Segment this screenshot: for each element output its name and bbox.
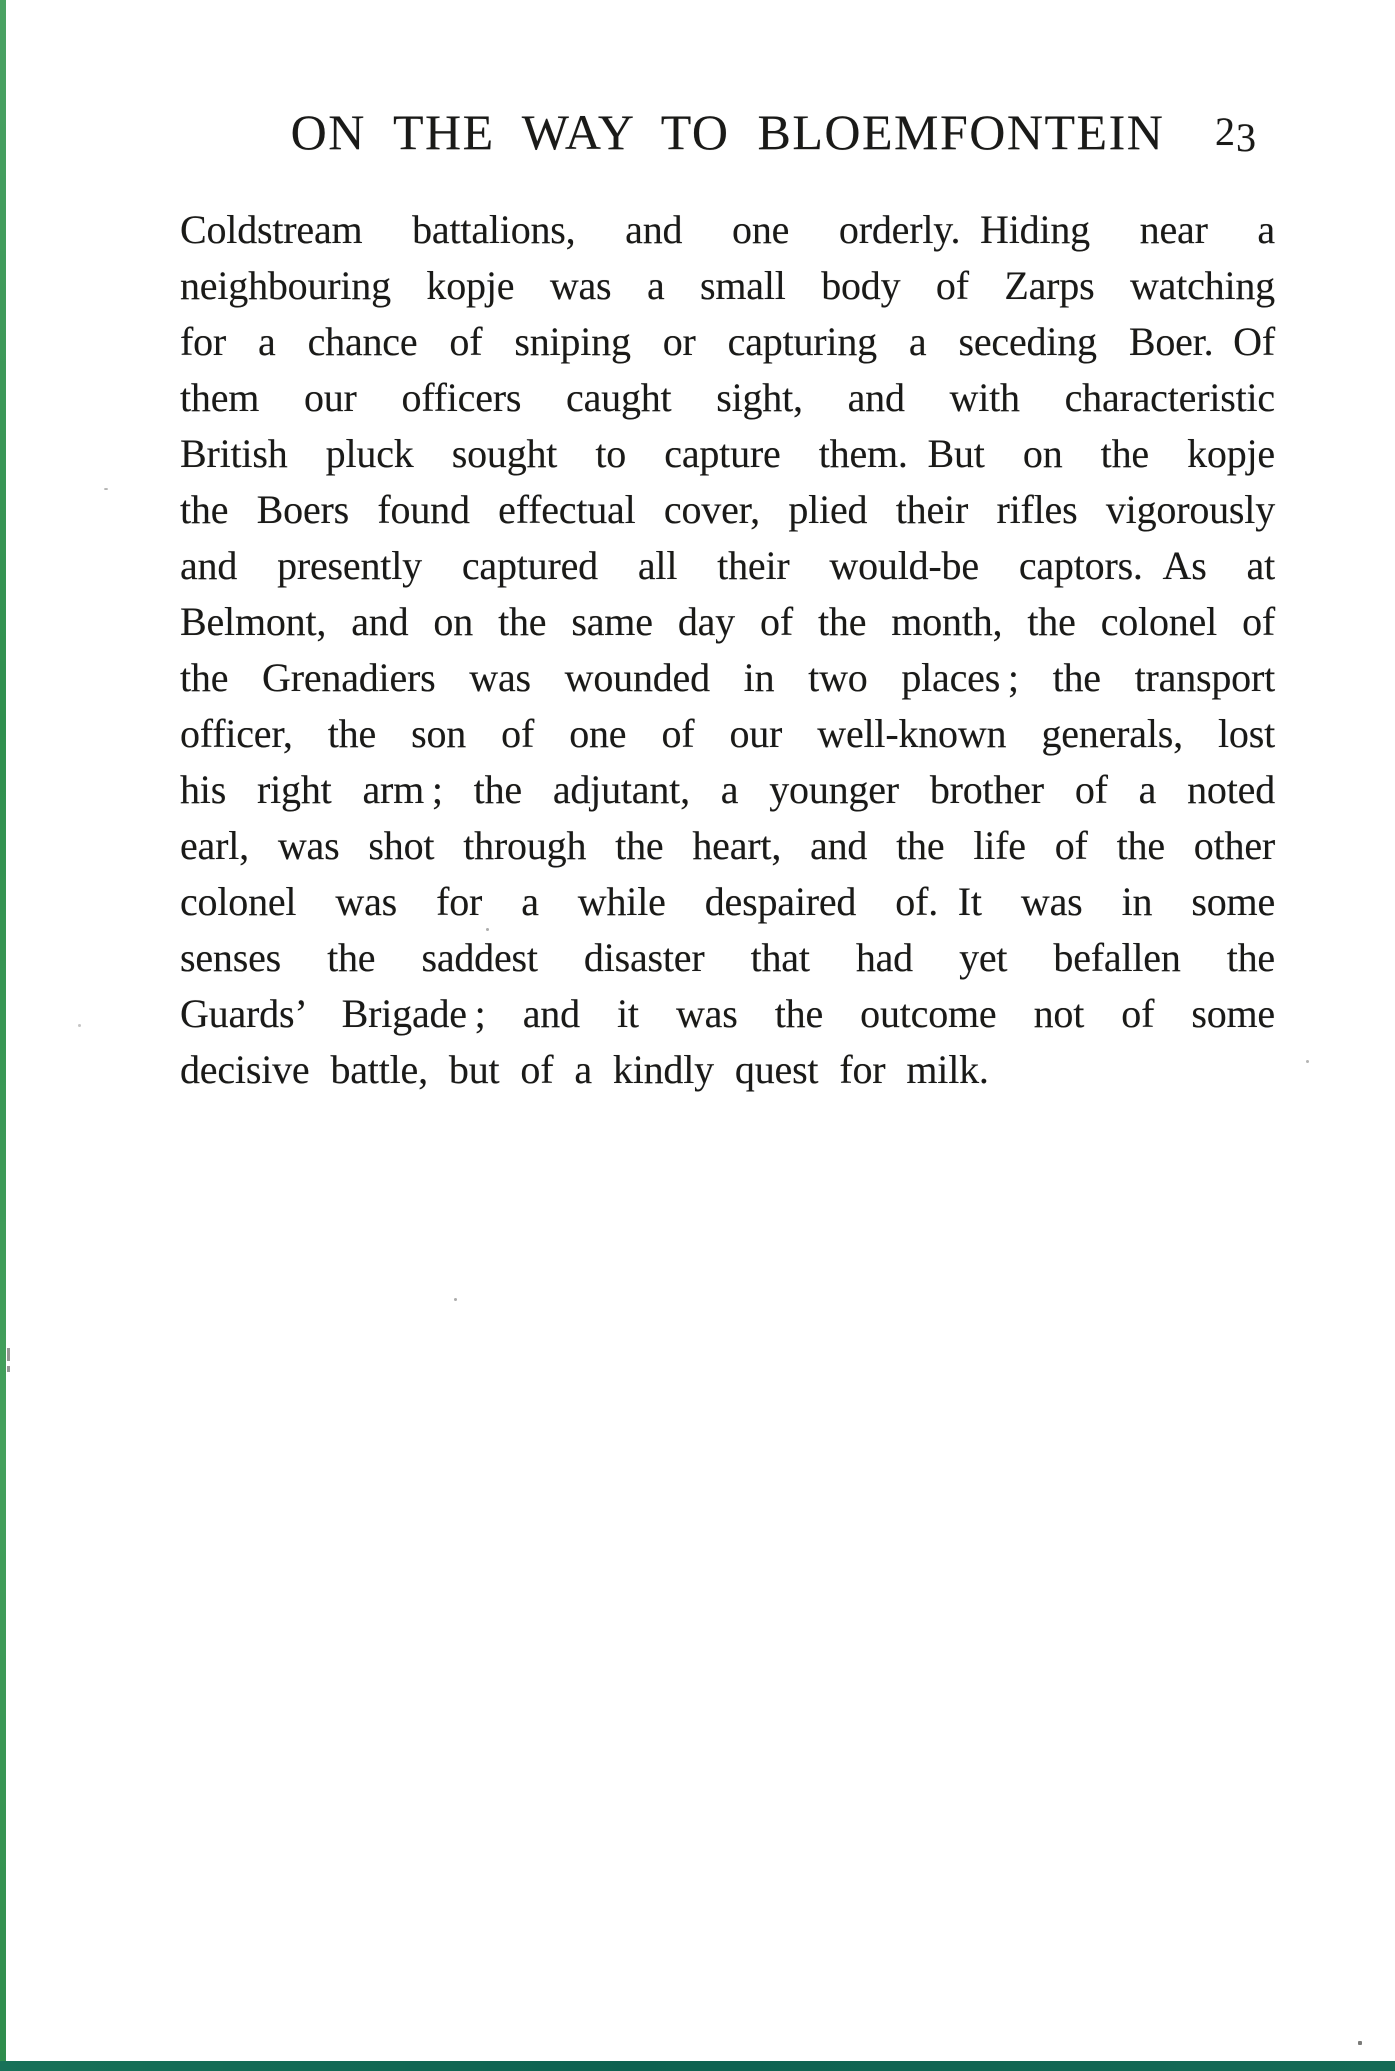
scan-speck — [1306, 1060, 1309, 1063]
text-line: colonel was for a while despaired of. It was in some — [180, 879, 1275, 924]
running-head — [180, 104, 1275, 162]
page-title: ON THE WAY TO BLOEMFONTEIN — [290, 104, 1165, 160]
text-line: and presently captured all their would-be captors. As at — [180, 543, 1275, 588]
text-line: for a chance of sniping or capturing a seceding Boer. Of — [180, 319, 1275, 364]
scan-edge-bottom — [0, 2061, 1395, 2071]
text-line: senses the saddest disaster that had yet befallen the — [180, 935, 1275, 980]
text-line: Belmont, and on the same day of the month, the colonel of — [180, 599, 1275, 644]
text-line: Guards’ Brigade ; and it was the outcome not of some — [180, 991, 1275, 1036]
text-line: his right arm ; the adjutant, a younger brother of a noted — [180, 767, 1275, 812]
text-line: them our officers caught sight, and with characteristic — [180, 375, 1275, 420]
page-number-digit: 2 — [1215, 109, 1236, 154]
body-text — [180, 202, 1275, 1098]
text-line: earl, was shot through the heart, and the life of the other — [180, 823, 1275, 868]
scan-speck — [78, 1024, 81, 1027]
text-line: neighbouring kopje was a small body of Zarps watching — [180, 263, 1275, 308]
text-line: the Grenadiers was wounded in two places ; the transport — [180, 655, 1275, 700]
text-line: Coldstream battalions, and one orderly. Hiding near a — [180, 207, 1275, 252]
scan-mark — [7, 1366, 10, 1372]
scan-mark — [7, 1348, 10, 1361]
text-line: decisive battle, but of a kindly quest for milk. — [180, 1047, 989, 1092]
scan-speck — [454, 1298, 457, 1301]
text-line: the Boers found effectual cover, plied their rifles vigorously — [180, 487, 1275, 532]
scan-speck — [486, 928, 489, 931]
scan-speck — [104, 488, 108, 490]
scan-speck — [1358, 2041, 1362, 2045]
text-line: officer, the son of one of our well-known generals, lost — [180, 711, 1275, 756]
page-number-digit: 3 — [1236, 115, 1257, 160]
scan-edge-left — [0, 0, 6, 2071]
page-number — [1215, 104, 1257, 160]
text-line: British pluck sought to capture them. But on the kopje — [180, 431, 1275, 476]
